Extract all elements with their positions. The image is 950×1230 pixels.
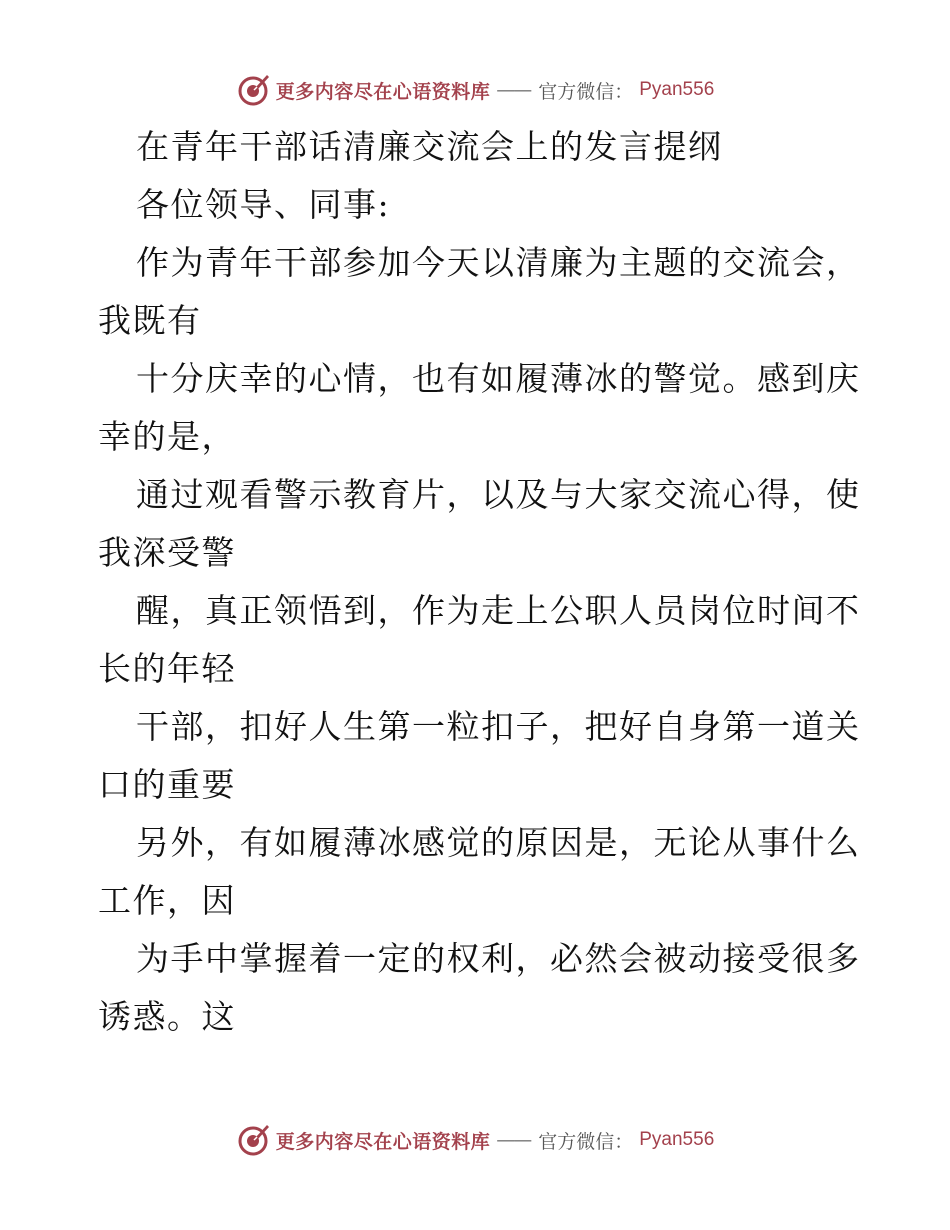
text-line: 干部，扣好人生第一粒扣子，把好自身第一道关 bbox=[136, 707, 861, 746]
text-line: 为手中掌握着一定的权利，必然会被动接受很多 bbox=[136, 939, 861, 978]
document-body bbox=[98, 118, 861, 1046]
wechat-label: 官方微信： bbox=[538, 80, 634, 103]
text-line: 另外，有如履薄冰感觉的原因是，无论从事什么 bbox=[136, 823, 861, 862]
promo-text: 更多内容尽在心语资料库 bbox=[275, 80, 491, 103]
quill-pen-seal-icon bbox=[236, 73, 270, 107]
text-line: 作为青年干部参加今天以清廉为主题的交流会， bbox=[136, 243, 861, 282]
text-line: 长的年轻 bbox=[98, 649, 236, 688]
promo-dash: —— bbox=[496, 79, 531, 101]
text-line: 幸的是， bbox=[98, 417, 236, 456]
text-line: 我既有 bbox=[98, 301, 202, 340]
text-line: 工作，因 bbox=[98, 881, 236, 920]
text-line: 十分庆幸的心情，也有如履薄冰的警觉。感到庆 bbox=[136, 359, 861, 398]
text-line: 诱惑。这 bbox=[98, 997, 236, 1036]
wechat-label: 官方微信： bbox=[538, 1130, 634, 1153]
text-line: 通过观看警示教育片，以及与大家交流心得，使 bbox=[136, 475, 861, 514]
document-title: 在青年干部话清廉交流会上的发言提纲 bbox=[136, 127, 723, 166]
text-line: 口的重要 bbox=[98, 765, 236, 804]
header-watermark-banner bbox=[0, 70, 950, 110]
quill-pen-seal-icon bbox=[236, 1123, 270, 1157]
salutation: 各位领导、同事: bbox=[136, 185, 391, 224]
wechat-handle: Pyan556 bbox=[639, 79, 715, 100]
footer-watermark-banner bbox=[0, 1120, 950, 1160]
text-line: 醒，真正领悟到，作为走上公职人员岗位时间不 bbox=[136, 591, 861, 630]
promo-dash: —— bbox=[496, 1129, 531, 1151]
text-line: 我深受警 bbox=[98, 533, 236, 572]
wechat-handle: Pyan556 bbox=[639, 1129, 715, 1150]
promo-text: 更多内容尽在心语资料库 bbox=[275, 1130, 491, 1153]
